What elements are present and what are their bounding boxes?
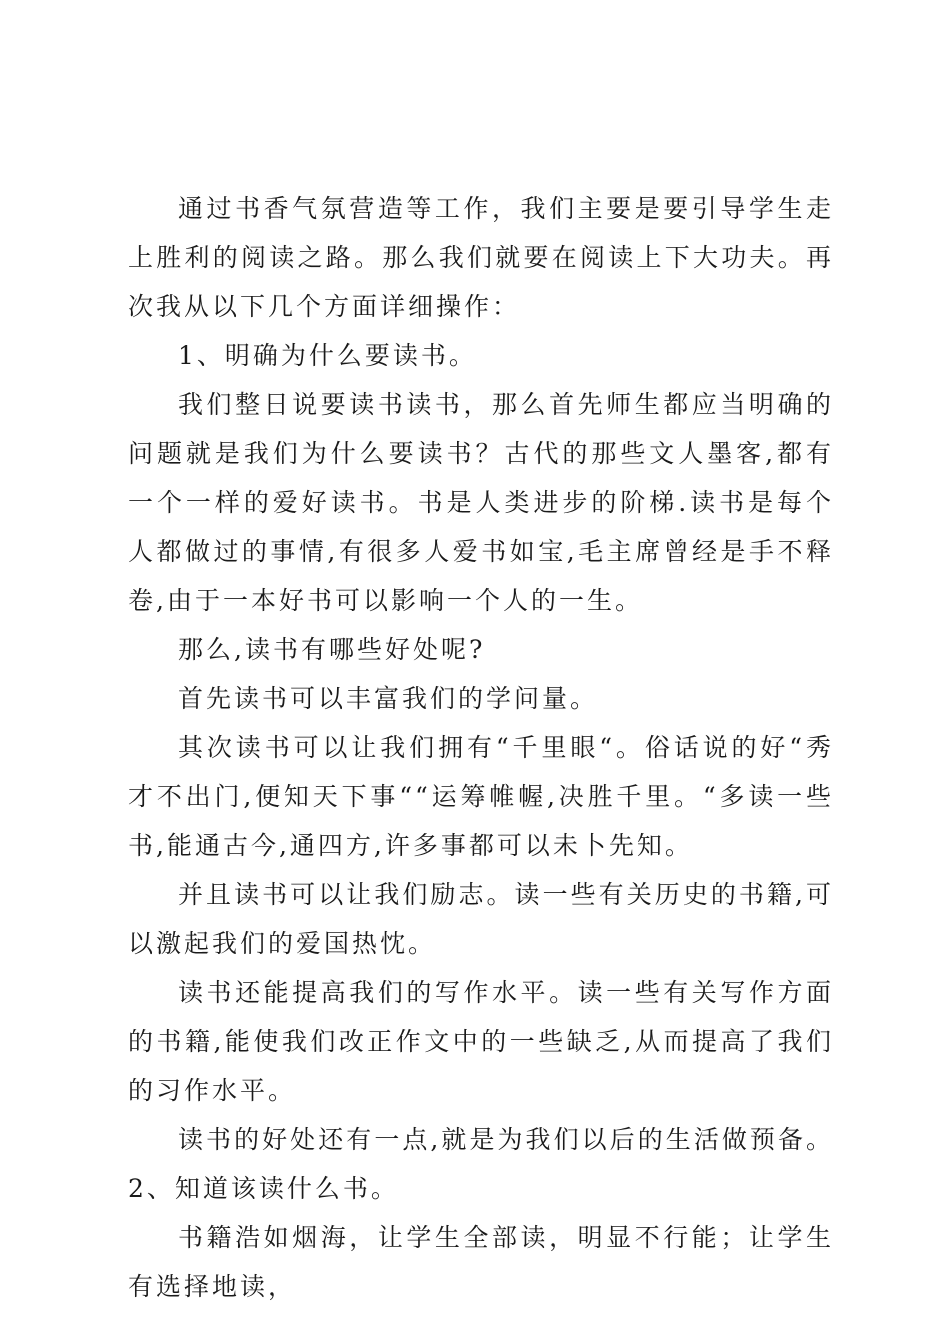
paragraph-what-to-read: 书籍浩如烟海，让学生全部读，明显不行能；让学生有选择地读， (128, 1223, 834, 1301)
paragraph-benefit-knowledge: 首先读书可以丰富我们的学问量。 (178, 684, 599, 713)
document-body (128, 184, 834, 1311)
paragraph-intro: 通过书香气氛营造等工作，我们主要是要引导学生走上胜利的阅读之路。那么我们就要在阅读上下大功夫。再次我从以下几个方面详细操作： (128, 194, 834, 321)
paragraph-benefit-writing: 读书还能提高我们的写作水平。读一些有关写作方面的书籍,能使我们改正作文中的一些缺乏,从而提高了我们的习作水平。 (128, 978, 834, 1105)
paragraph-why-read: 我们整日说要读书读书，那么首先师生都应当明确的问题就是我们为什么要读书？古代的那些文人墨客,都有一个一样的爱好读书。书是人类进步的阶梯.读书是每个人都做过的事情,有很多人爱书如宝,毛主席曾经是手不释卷,由于一本好书可以影响一个人的一生。 (128, 390, 834, 615)
section-heading-why-read: 1、明确为什么要读书。 (178, 341, 477, 370)
paragraph-benefit-vision: 其次读书可以让我们拥有“千里眼“。俗话说的好“秀才不出门,便知天下事““运筹帷幄,决胜千里。“多读一些书,能通古今,通四方,许多事都可以未卜先知。 (128, 733, 834, 860)
paragraph-benefit-inspiration: 并且读书可以让我们励志。读一些有关历史的书籍,可以激起我们的爱国热忱。 (128, 880, 834, 958)
paragraph-benefits-question: 那么,读书有哪些好处呢? (178, 635, 486, 664)
paragraph-benefit-future: 读书的好处还有一点,就是为我们以后的生活做预备。2、知道该读什么书。 (128, 1125, 834, 1203)
